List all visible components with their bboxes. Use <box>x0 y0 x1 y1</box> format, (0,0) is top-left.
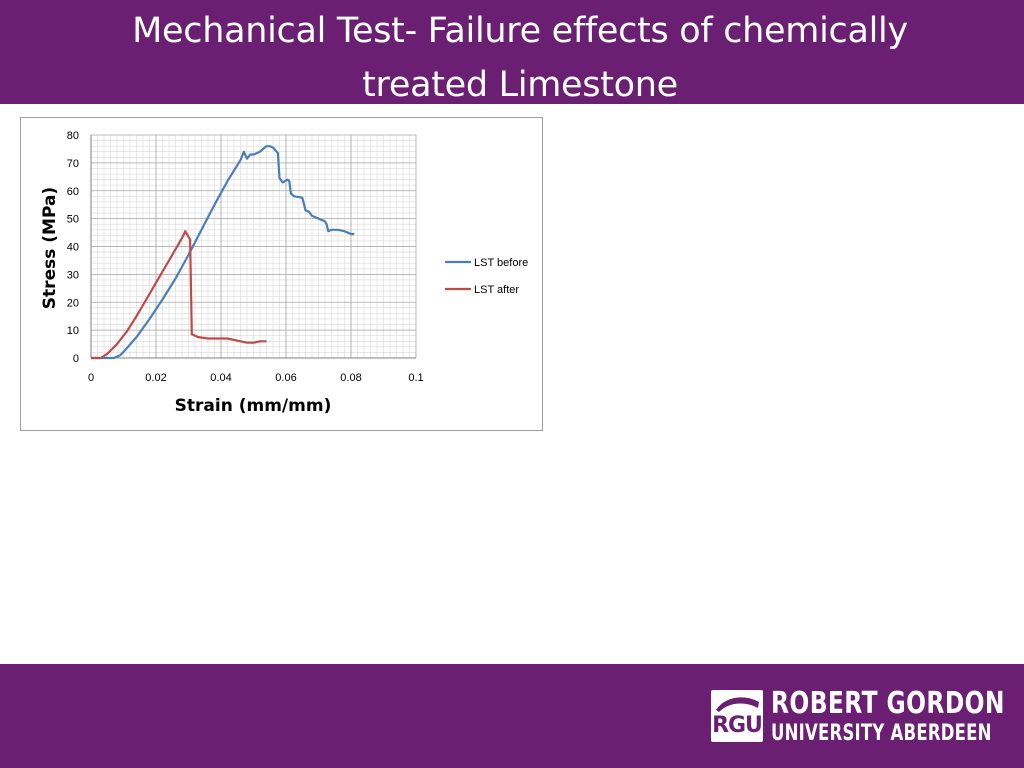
stress-strain-chart <box>20 117 543 431</box>
x-tick-label: 0.08 <box>340 372 362 384</box>
y-tick-label: 70 <box>66 157 79 170</box>
chart-svg <box>21 118 544 432</box>
x-axis-title: Strain (mm/mm) <box>174 396 332 416</box>
legend-label: LST after <box>474 284 520 296</box>
x-tick-label: 0.04 <box>210 372 232 384</box>
y-tick-label: 80 <box>66 130 79 142</box>
rgu-logo-mark <box>711 690 763 742</box>
logo-abbr: RGU <box>712 713 762 738</box>
legend-label: LST before <box>474 257 529 269</box>
y-tick-label: 20 <box>66 297 79 310</box>
y-tick-label: 0 <box>72 353 79 365</box>
x-tick-label: 0.1 <box>408 372 424 384</box>
slide-title: Mechanical Test- Failure effects of chemically treated Limestone <box>132 11 908 105</box>
y-axis-title: Stress (MPa) <box>40 186 60 310</box>
x-tick-label: 0 <box>87 372 95 384</box>
y-tick-label: 30 <box>66 269 79 282</box>
x-tick-label: 0.02 <box>145 372 167 384</box>
rgu-logo <box>711 686 1005 746</box>
y-tick-label: 40 <box>66 241 79 254</box>
x-tick-label: 0.06 <box>275 372 297 384</box>
y-tick-label: 50 <box>66 213 79 226</box>
title-banner <box>0 0 1024 104</box>
logo-name-line1: ROBERT GORDON <box>771 686 1005 721</box>
y-tick-label: 10 <box>66 325 79 338</box>
series-line <box>91 231 267 358</box>
y-tick-label: 60 <box>66 185 79 198</box>
logo-name-line2: UNIVERSITY ABERDEEN <box>771 721 992 746</box>
